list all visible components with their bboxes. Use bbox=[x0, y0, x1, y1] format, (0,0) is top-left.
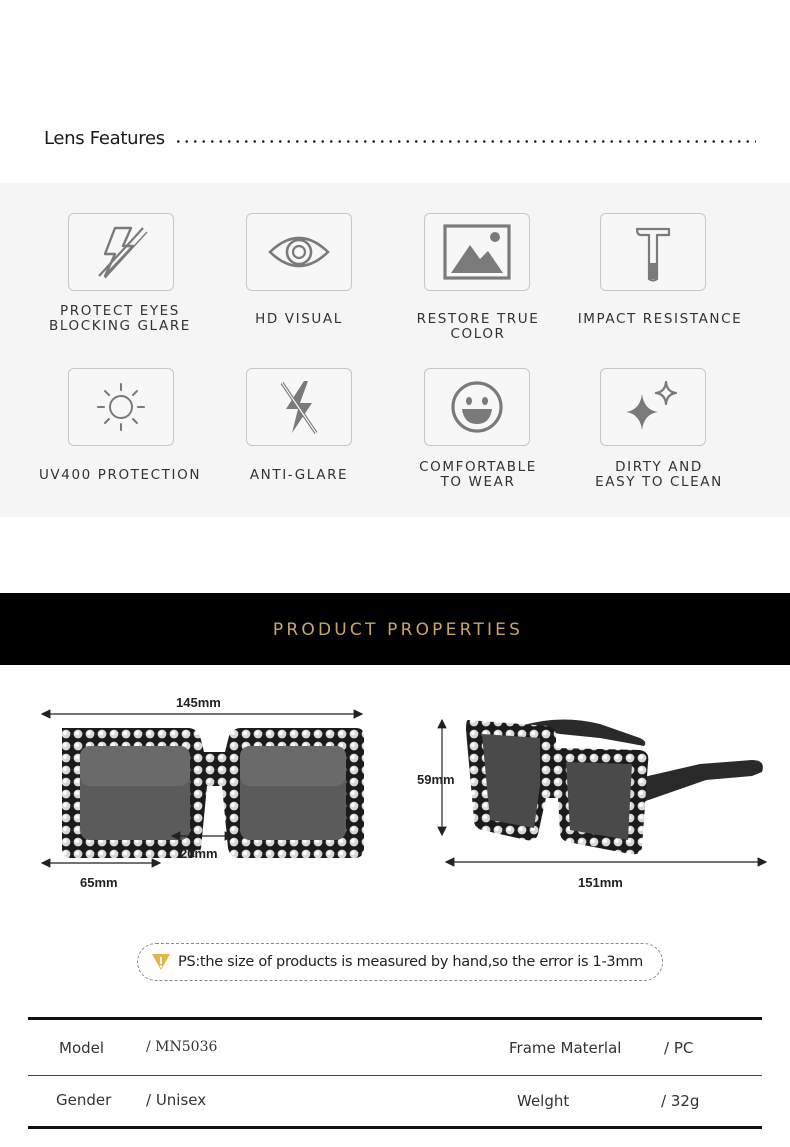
sun-icon bbox=[94, 380, 148, 434]
spec-label-model: Model bbox=[59, 1039, 105, 1057]
feature-uv400 bbox=[68, 368, 174, 446]
product-properties-banner bbox=[0, 593, 790, 665]
smiley-face-icon bbox=[450, 380, 504, 434]
landscape-image-icon bbox=[442, 223, 512, 281]
spec-label-frame-material: Frame Materlal bbox=[509, 1039, 622, 1057]
warning-icon bbox=[151, 953, 171, 971]
feature-label-restore-color: RESTORE TRUE COLOR bbox=[416, 311, 540, 342]
spec-value-weight: / 32g bbox=[661, 1092, 700, 1110]
dimension-lens-width: 65mm bbox=[80, 875, 118, 890]
sunglasses-illustration bbox=[0, 680, 790, 900]
dimension-total-width: 145mm bbox=[176, 695, 221, 710]
product-properties-title: PRODUCT PROPERTIES bbox=[272, 620, 524, 640]
dimension-temple-length: 151mm bbox=[578, 875, 623, 890]
hammer-icon bbox=[631, 221, 675, 283]
spec-label-gender: Gender bbox=[56, 1091, 112, 1109]
spec-value-model: / MN5036 bbox=[146, 1039, 218, 1055]
dotted-divider bbox=[174, 140, 756, 143]
lens-features-header bbox=[44, 128, 756, 152]
note-text: PS:the size of products is measured by hand,so the error is 1-3mm bbox=[178, 954, 643, 970]
lightning-slash-icon bbox=[91, 222, 151, 282]
feature-easy-clean bbox=[600, 368, 706, 446]
dimension-lens-height: 59mm bbox=[417, 772, 455, 787]
dimension-diagrams bbox=[0, 680, 790, 900]
features-panel bbox=[0, 183, 790, 517]
feature-label-protect-eyes: PROTECT EYES BLOCKING GLARE bbox=[49, 303, 191, 334]
measurement-note bbox=[137, 943, 663, 981]
feature-impact-resistance bbox=[600, 213, 706, 291]
eye-icon bbox=[266, 230, 332, 274]
feature-label-uv400: UV400 PROTECTION bbox=[38, 467, 202, 483]
feature-label-impact-resistance: IMPACT RESISTANCE bbox=[577, 311, 743, 327]
side-view-glasses bbox=[466, 719, 763, 854]
lightning-crossed-icon bbox=[274, 377, 324, 437]
spec-table bbox=[28, 1017, 762, 1129]
spec-divider bbox=[28, 1075, 762, 1076]
feature-anti-glare bbox=[246, 368, 352, 446]
feature-label-anti-glare: ANTI-GLARE bbox=[249, 467, 349, 483]
feature-comfortable bbox=[424, 368, 530, 446]
front-view-glasses bbox=[62, 728, 364, 858]
feature-protect-eyes bbox=[68, 213, 174, 291]
sparkle-icon bbox=[622, 378, 684, 436]
feature-hd-visual bbox=[246, 213, 352, 291]
feature-label-hd-visual: HD VISUAL bbox=[255, 311, 343, 327]
feature-label-comfortable: COMFORTABLE TO WEAR bbox=[419, 459, 537, 490]
feature-label-easy-clean: DIRTY AND EASY TO CLEAN bbox=[595, 459, 723, 490]
spec-value-frame-material: / PC bbox=[664, 1039, 694, 1057]
feature-restore-color bbox=[424, 213, 530, 291]
spec-value-gender: / Unisex bbox=[146, 1091, 207, 1109]
dimension-bridge: 20mm bbox=[180, 846, 218, 861]
lens-features-title: Lens Features bbox=[44, 128, 165, 149]
spec-label-weight: Welght bbox=[517, 1092, 570, 1110]
